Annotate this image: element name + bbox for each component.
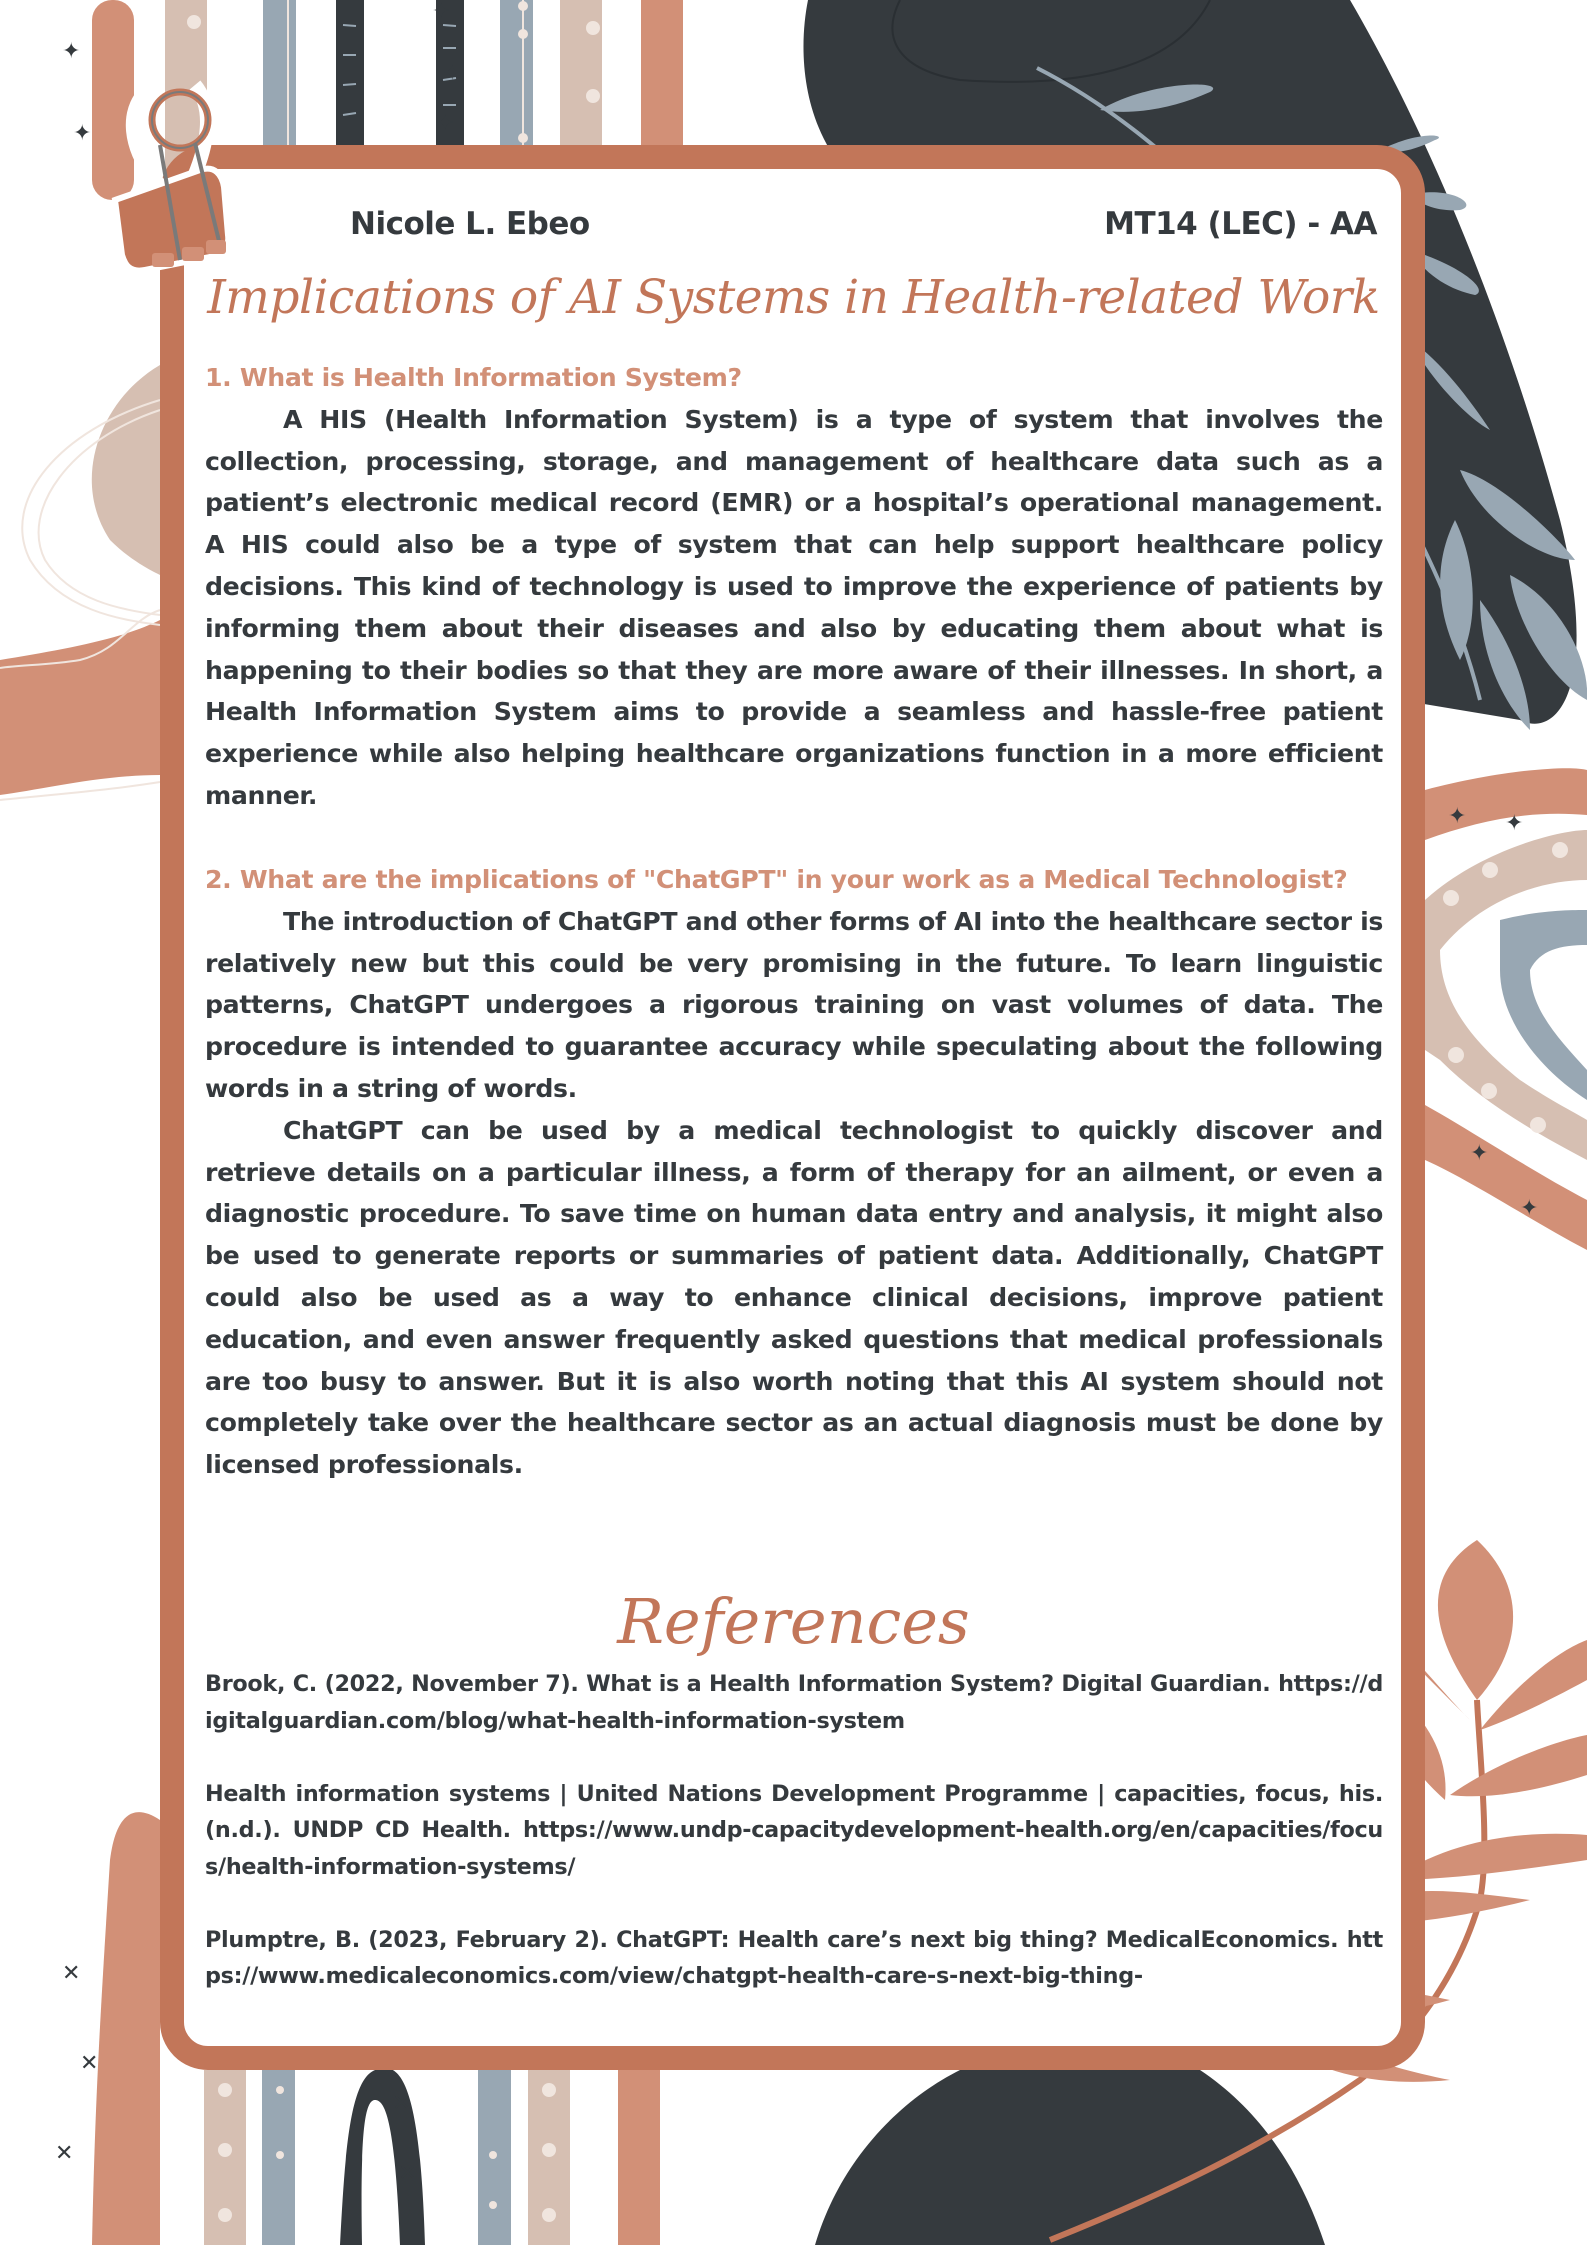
section-heading: 2. What are the implications of "ChatGPT" in your work as a Medical Technologist?	[205, 865, 1348, 894]
section-1	[205, 357, 1383, 817]
svg-text:✦: ✦	[1448, 804, 1467, 829]
svg-text:✕: ✕	[398, 2161, 417, 2186]
reference-citation: Brook, C. (2022, November 7). What is a Health Information System? Digital Guardian.	[205, 1671, 1271, 1697]
left-terracotta-wave	[0, 620, 160, 795]
reference-citation: Health information systems | United Nations Development Programme | capacities, focus, his. (n.d.). UNDP CD Health.	[205, 1780, 1383, 1843]
right-heart-rainbow	[1425, 768, 1587, 1250]
svg-text:✕: ✕	[80, 2051, 99, 2076]
svg-text:✕: ✕	[62, 1961, 81, 1986]
reference-item	[205, 1922, 1383, 1995]
section-2	[205, 859, 1383, 1486]
svg-text:✦: ✦	[73, 121, 92, 146]
course-code: MT14 (LEC) - AA	[1104, 206, 1377, 242]
left-beige-shape	[92, 365, 160, 575]
svg-text:✕: ✕	[392, 2091, 411, 2116]
svg-text:✦: ✦	[62, 39, 81, 64]
reference-item	[205, 1776, 1383, 1886]
svg-text:✦: ✦	[443, 61, 462, 86]
reference-link[interactable]: https://digitalguardian.com/blog/what-health-information-system	[205, 1671, 1383, 1734]
section-paragraph: The introduction of ChatGPT and other forms of AI into the healthcare sector is relatively new but this could be very promising in the future. To learn linguistic patterns, ChatGPT undergoes a rigorous training on vast volumes of data. The procedure is intended to guarantee accuracy while speculating about the following words in a string of words.	[205, 906, 1383, 1103]
references-list	[205, 1666, 1383, 2031]
svg-text:✦: ✦	[436, 111, 455, 136]
page-title: Implications of AI Systems in Health-related Work	[207, 270, 1380, 325]
section-paragraph: A HIS (Health Information System) is a type of system that involves the collection, processing, storage, and management of healthcare data such as a patient’s electronic medical record (EMR) or a hospital’s operational management. A HIS could also be a type of system that can help support healthcare policy decisions. This kind of technology is used to improve the experience of patients by informing them about their diseases and also by educating them about what is happening to their bodies so that they are more aware of their illnesses. In short, a Health Information System aims to provide a seamless and hassle-free patient experience while also helping healthcare organizations function in a more efficient manner.	[205, 404, 1383, 810]
author-name: Nicole L. Ebeo	[350, 206, 590, 242]
references-heading: References	[617, 1585, 970, 1658]
reference-citation: Plumptre, B. (2023, February 2). ChatGPT: Health care’s next big thing? MedicalEconomics.	[205, 1926, 1339, 1953]
dark-blob-bottom	[815, 2070, 1325, 2245]
svg-text:✦: ✦	[1470, 1141, 1489, 1166]
svg-text:✦: ✦	[1505, 811, 1524, 836]
reference-link[interactable]: https://www.medicaleconomics.com/view/chatgpt-health-care-s-next-big-thing-	[205, 1926, 1383, 1989]
section-paragraph: ChatGPT can be used by a medical technologist to quickly discover and retrieve details on a particular illness, a form of therapy for an ailment, or even a diagnostic procedure. To save time on human data entry and analysis, it might also be used to generate reports or summaries of patient data. Additionally, ChatGPT could also be used as a way to enhance clinical decisions, improve patient education, and even answer frequently asked questions that medical professionals are too busy to answer. But it is also worth noting that this AI system should not completely take over the healthcare sector as an actual diagnosis must be done by licensed professionals.	[205, 1115, 1383, 1480]
reference-item	[205, 1666, 1383, 1739]
section-heading: 1. What is Health Information System?	[205, 363, 742, 392]
svg-text:✦: ✦	[432, 0, 451, 24]
svg-text:✕: ✕	[55, 2141, 74, 2166]
reference-link[interactable]: https://www.undp-capacitydevelopment-health.org/en/capacities/focus/health-information-systems/	[205, 1817, 1383, 1880]
svg-text:✦: ✦	[1520, 1196, 1539, 1221]
